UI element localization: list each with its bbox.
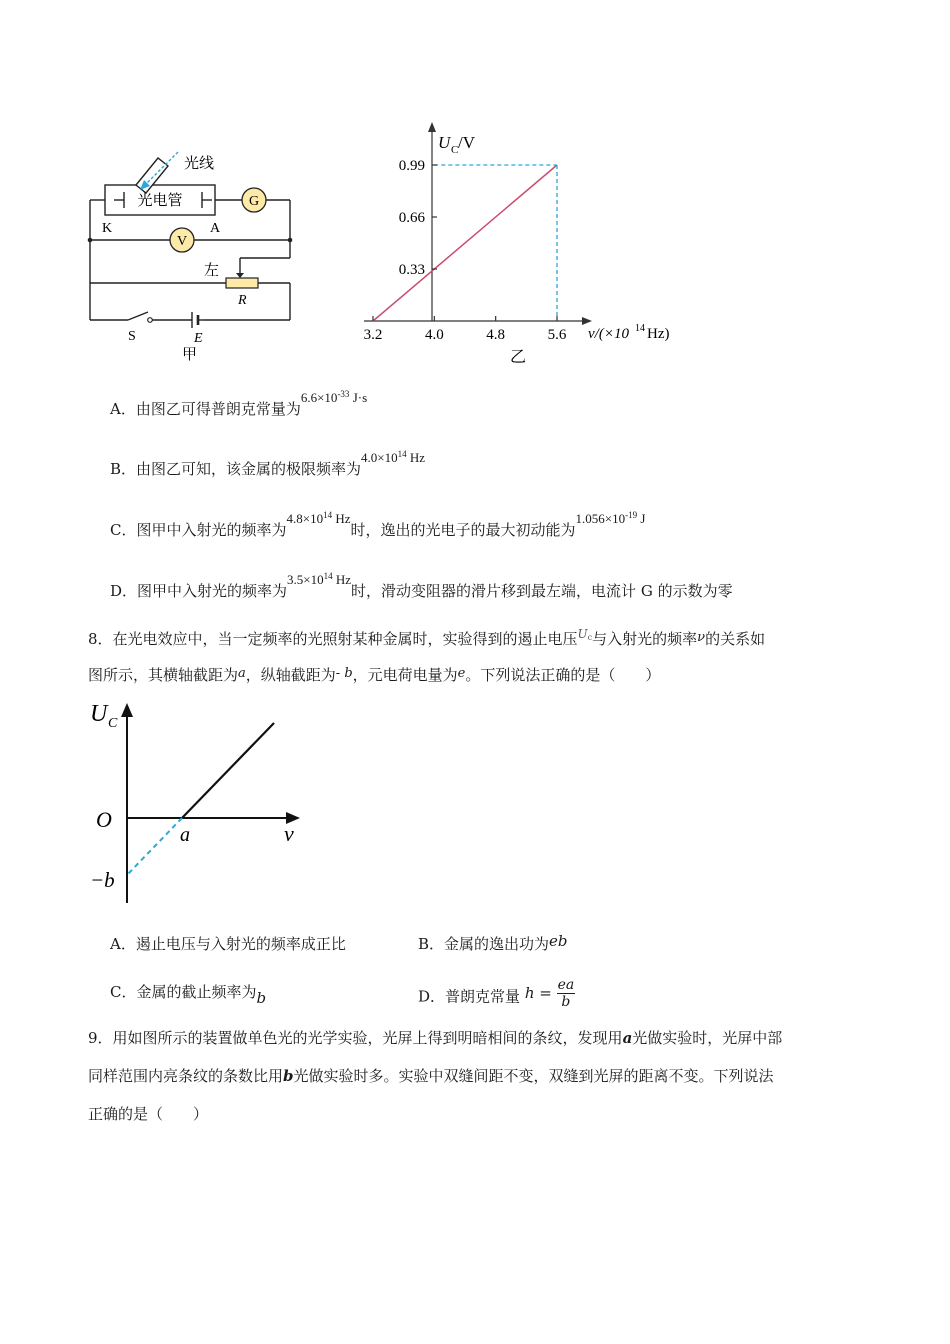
q7-option-a-value: 6.6×10 [300,390,338,405]
q9-stem-line3: 正确的是（ ） [88,1105,209,1123]
q8-uc: U [577,627,588,641]
graph-nu-label: ν [284,821,294,846]
q8-option-a: A．遏止电压与入射光的频率成正比 [110,935,346,953]
q8-b: - b [335,666,353,681]
q9-text: 同样范围内亮条纹的条数比用 [88,1067,284,1085]
left-label: 左 [204,263,220,279]
graph-origin-label: O [96,807,112,832]
x-axis-label: ν/(×10 [588,326,629,342]
rheostat [226,278,258,288]
q7-option-c-exp1: 14 [323,510,333,520]
y-tick-label: 0.99 [398,158,425,174]
q8-text: 的关系如 [705,630,766,648]
x-axis-unit: Hz) [647,326,670,342]
y-axis-unit: /V [458,133,475,152]
q7-option-c-value2: 1.056×10 [575,511,626,526]
voltmeter-label: V [176,234,188,249]
data-line [373,165,557,321]
q7-option-a-exp: -33 [337,389,350,399]
q7-option-b-value: 4.0×10 [361,450,398,465]
graph-uc-label: U [90,701,108,727]
graph-uc-sub: C [108,716,118,731]
y-axis-arrow-icon [121,703,133,717]
q9-stem-line2 [88,1065,774,1086]
q9-text: 9．用如图所示的装置做单色光的光学实验，光屏上得到明暗相间的条纹，发现用 [88,1029,623,1047]
k-label: K [102,221,113,236]
q7-option-c-exp2: -19 [625,510,638,520]
uc-vs-frequency-chart [352,118,682,368]
graph-a-label: a [180,824,190,846]
x-axis-exp: 14 [635,323,645,334]
chart1-caption: 乙 [509,349,527,366]
x-tick-label: 4.0 [424,327,444,343]
q8-option-c [110,981,267,1007]
q8-option-d-num: ea [557,977,575,993]
q7-option-d-unit: Hz [335,572,352,587]
q8-text: 与入射光的频率 [592,630,698,648]
e-label: E [194,331,203,346]
q7-option-c-unit2: J [640,511,646,526]
x-tick-label: 3.2 [363,327,383,343]
q7-option-a-unit: J·s [352,390,368,405]
q7-option-c-value1: 4.8×10 [286,511,324,526]
q7-option-d-value: 3.5×10 [287,572,324,587]
light-label: 光线 [184,156,215,172]
q8-option-c-value: b [256,989,267,1007]
q7-option-c-text1: C．图甲中入射光的频率为 [110,521,287,539]
galvanometer-label: G [248,194,260,209]
q8-option-d-h: h = [524,983,552,1002]
uc-vs-nu-graph [82,695,322,910]
x-tick-label: 4.8 [486,327,506,343]
q8-text: ，纵轴截距为 [245,666,336,684]
q7-option-d-exp: 14 [323,571,333,581]
y-axis-arrow-icon [428,122,436,132]
q7-option-c-text2: 时，逸出的光电子的最大初动能为 [350,521,576,539]
q8-text: 。下列说法正确的是（ ） [465,666,661,684]
q8-e: e [457,666,466,681]
graph-neg-b-label: −b [90,868,115,892]
q8-text: 8．在光电效应中，当一定频率的光照射某种金属时，实验得到的遏止电压 [88,630,578,648]
q8-option-d-text: D．普朗克常量 [418,987,521,1006]
extension-line [127,818,182,875]
q7-option-a-text: A．由图乙可得普朗克常量为 [110,400,301,418]
y-tick-label: 0.33 [398,262,425,278]
q7-option-d-text2: 时，滑动变阻器的滑片移到最左端，电流计 G 的示数为零 [351,582,733,600]
slider-arrow-icon [236,273,244,278]
q8-option-d [418,977,575,1014]
circuit-diagram [80,140,310,370]
y-tick-label: 0.66 [398,210,425,226]
q7-option-b-exp: 14 [397,449,407,459]
q9-text: 光做实验时多。实验中双缝间距不变，双缝到光屏的距离不变。下列说法 [293,1067,774,1085]
s-label: S [128,329,136,344]
q8-nu: ν [697,630,706,645]
q9-b: b [283,1067,294,1085]
q8-option-d-den: b [561,994,571,1010]
y-axis-sub: C [451,144,459,156]
q9-a: a [622,1029,633,1047]
y-axis-label: U [438,133,451,152]
x-axis-arrow-icon [582,317,592,325]
q7-option-d-text1: D．图甲中入射光的频率为 [110,582,288,600]
tube-label: 光电管 [137,193,183,209]
circuit-caption: 甲 [182,347,198,363]
q8-option-d-fraction [557,977,576,1010]
r-label: R [238,293,247,308]
data-line [182,723,274,818]
q8-option-b-value: eb [549,932,568,950]
q7-option-b-unit: Hz [409,450,426,465]
q9-stem-line1 [88,1027,782,1048]
q8-uc-sub: c [587,633,593,642]
q8-text: ，元电荷电量为 [352,666,458,684]
q8-text: 图所示，其横轴截距为 [88,666,239,684]
q8-stem-line1 [88,628,765,649]
q8-option-c-text: C．金属的截止频率为 [110,983,257,1001]
q7-option-b-text: B．由图乙可知，该金属的极限频率为 [110,460,362,478]
q9-text: 光做实验时，光屏中部 [632,1029,783,1047]
q8-a: a [238,666,246,681]
x-tick-label: 5.6 [547,327,567,343]
q8-option-b [418,933,568,954]
a-label: A [210,221,221,236]
q7-option-c-unit1: Hz [335,511,351,526]
q8-stem-line2 [88,664,660,685]
q8-option-b-text: B．金属的逸出功为 [418,935,550,953]
